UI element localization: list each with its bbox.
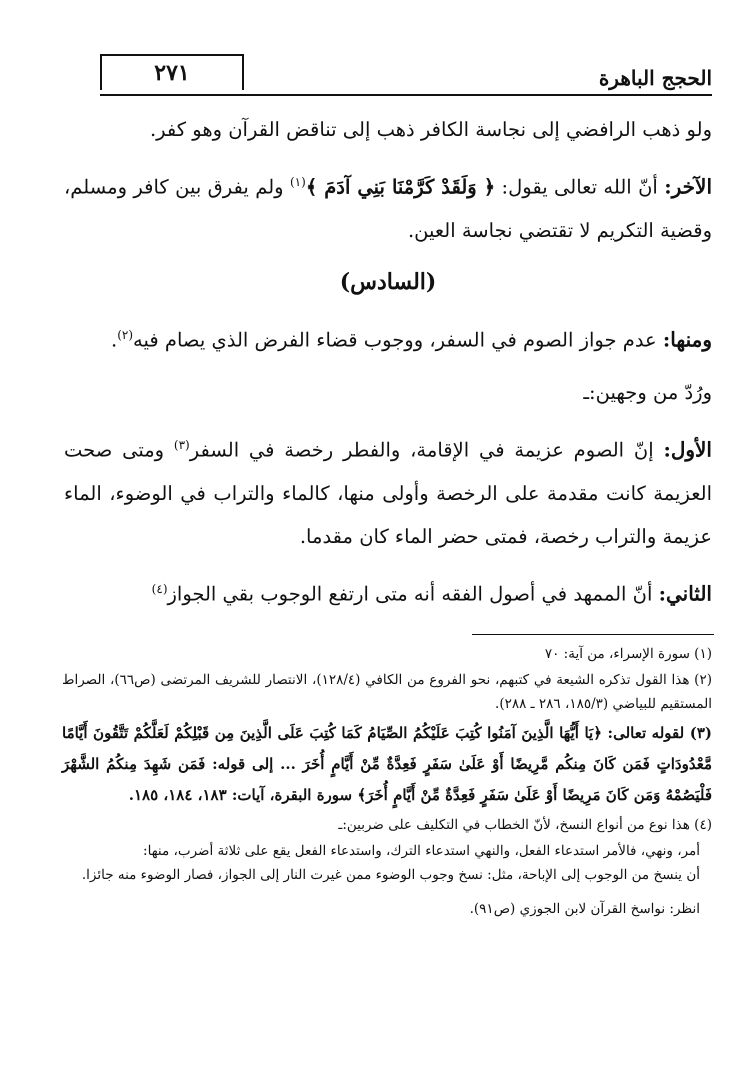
footnote-4: (٤) هذا نوع من أنواع النسخ، لأنّ الخطاب في التكليف على ضربين:ـ bbox=[338, 817, 712, 833]
footnote-ref-4[interactable]: (٤) bbox=[151, 581, 168, 596]
page-number: ٢٧١ bbox=[100, 54, 244, 90]
fn3-quran-1: ﴿يَا أَيُّهَا الَّذِينَ آمَنُوا كُتِبَ عَلَيْكُمُ الصِّيَامُ كَمَا كُتِبَ عَلَى الَّذِينَ مِن قَبْلِكُمْ لَعَلَّكُمْ تَتَّقُونَ أَيَّامًا مَّعْدُودَاتٍ فَمَن كَانَ مِنكُم مَّرِيضًا أَوْ عَلَىٰ سَفَرٍ فَعِدَّةٌ مِّنْ أَيَّامٍ أُخَرَ bbox=[62, 724, 712, 773]
p2-after: ولم يفرق بين كافر ومسلم، وقضية التكريم لا تقتضي نجاسة العين. bbox=[64, 175, 712, 242]
fn3-quran-2: فَمَن شَهِدَ مِنكُمُ الشَّهْرَ فَلْيَصُمْهُ وَمَن كَانَ مَرِيضًا أَوْ عَلَىٰ سَفَرٍ فَعِدَّةٌ مِّنْ أَيَّامٍ أُخَرَ﴾ bbox=[62, 755, 712, 804]
fn3-mid: ... إلى قوله: bbox=[205, 755, 303, 773]
footnote-ref-3[interactable]: (٣) bbox=[173, 438, 190, 452]
paragraph-4: ورُدّ من وجهين:ـ bbox=[583, 381, 712, 404]
p2-before: أنّ الله تعالى يقول: bbox=[495, 175, 665, 199]
footnote-4-line-4: انظر: نواسخ القرآن لابن الجوزي (ص٩١). bbox=[469, 901, 700, 917]
fn3-prefix: (٣) لقوله تعالى: bbox=[601, 724, 712, 742]
paragraph-1: ولو ذهب الرافضي إلى نجاسة الكافر ذهب إلى تناقض القرآن وهو كفر. bbox=[149, 118, 712, 141]
paragraph-3 bbox=[64, 314, 712, 362]
paragraph-6 bbox=[64, 568, 712, 616]
book-title: الحجج الباهرة bbox=[598, 66, 712, 90]
footnote-2: (٢) هذا القول تذكره الشيعة في كتبهم، نحو الفروع من الكافي (١٢٨/٤)، الانتصار للشريف المرتضى (ص٦٦)، الصراط المستقيم للبياضي (١٨٥/٣، ٢٨٦ ـ ٢٨٨). bbox=[62, 672, 713, 712]
label-akhar: الآخر: bbox=[664, 174, 712, 199]
footnote-ref-2[interactable]: (٢) bbox=[117, 327, 134, 342]
paragraph-2 bbox=[64, 161, 712, 252]
fn3-suffix: سورة البقرة، آيات: ١٨٣، ١٨٤، ١٨٥. bbox=[128, 786, 358, 804]
paragraph-5 bbox=[64, 424, 712, 558]
footnote-1: (١) سورة الإسراء، من آية: ٧٠ bbox=[544, 646, 712, 662]
header-rule bbox=[100, 94, 712, 96]
footnotes bbox=[62, 642, 712, 921]
label-thani: الثاني: bbox=[658, 581, 712, 605]
footnote-4-line-3: أن ينسخ من الوجوب إلى الإباحة، مثل: نسخ وجوب الوضوء ممن غيرت النار إلى الجواز، فصار الوضوء منه جائزا. bbox=[81, 867, 700, 883]
quran-verse: ﴿ وَلَقَدْ كَرَّمْنَا بَنِي آدَمَ ﴾ bbox=[305, 175, 496, 199]
footnote-3 bbox=[62, 718, 712, 811]
p3-end: . bbox=[111, 328, 118, 351]
label-awwal: الأول: bbox=[663, 437, 712, 462]
page-header bbox=[70, 52, 712, 98]
p5-after: ومتى صحت العزيمة كانت مقدمة على الرخصة وأولى منها، كالماء والتراب في الوضوء، الماء عزيمة والتراب رخصة، فمتى حضر الماء كان مقدما. bbox=[64, 438, 712, 548]
footnote-ref-1[interactable]: (١) bbox=[289, 175, 306, 189]
p5-before: إنّ الصوم عزيمة في الإقامة، والفطر رخصة في السفر bbox=[189, 438, 664, 462]
section-heading: (السادس) bbox=[339, 268, 437, 295]
p6-text: أنّ الممهد في أصول الفقه أنه متى ارتفع الوجوب بقي الجواز bbox=[167, 582, 659, 605]
p3-text: عدم جواز الصوم في السفر، ووجوب قضاء الفرض الذي يصام فيه bbox=[133, 328, 663, 351]
label-minha: ومنها: bbox=[662, 327, 712, 351]
footnote-4-line-2: أمر، ونهي، فالأمر استدعاء الفعل، والنهي استدعاء الترك، واستدعاء الفعل يقع على ثلاثة أضرب، منها: bbox=[143, 843, 700, 859]
footnote-separator bbox=[472, 634, 714, 635]
main-text bbox=[64, 108, 712, 625]
